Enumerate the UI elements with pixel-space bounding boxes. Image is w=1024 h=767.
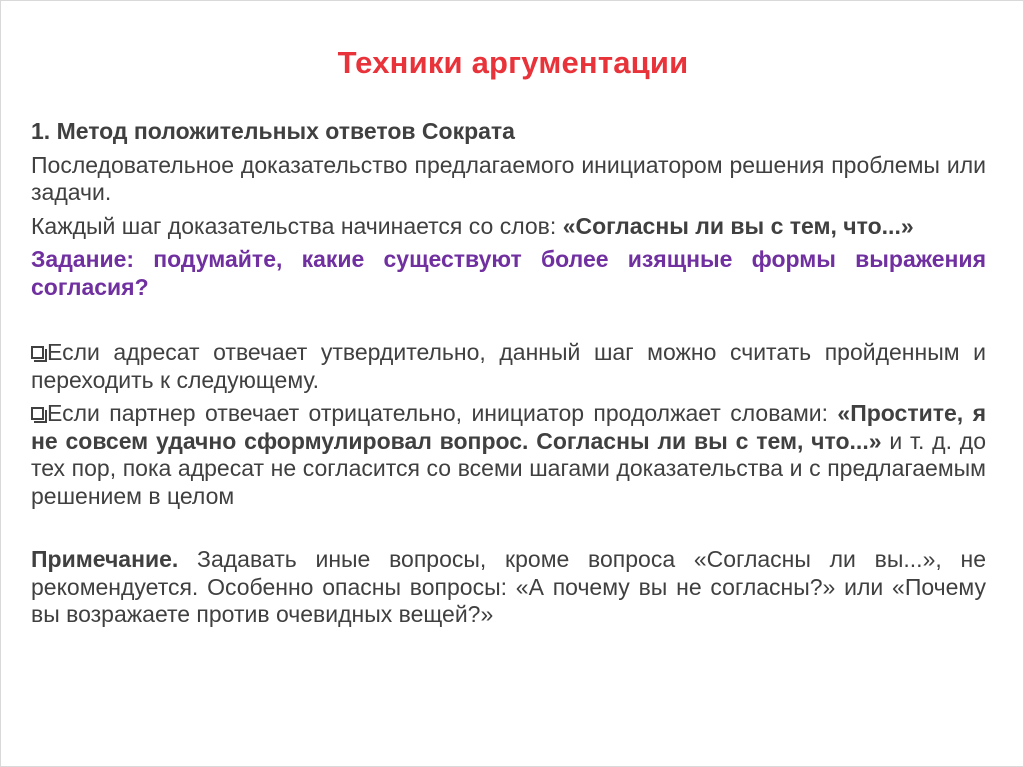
checkbox-bullet-icon [31, 346, 44, 359]
slide-title: Техники аргументации [337, 45, 689, 80]
quote-apology: «Простите, я не совсем удачно сформулировал вопрос. Согласны ли вы с тем, что...» [31, 400, 986, 454]
bullet-item-negative [31, 400, 986, 510]
section-heading: 1. Метод положительных ответов Сократа [31, 118, 515, 144]
checkbox-bullet-icon [31, 407, 44, 420]
bullet-item-positive [31, 339, 986, 394]
spacer [31, 516, 986, 546]
note-paragraph [31, 546, 986, 629]
paragraph-steps [31, 213, 986, 241]
quote-agree: «Согласны ли вы с тем, что...» [562, 212, 914, 239]
bullet-text-negative-prefix: Если партнер отвечает отрицательно, инициатор продолжает словами: [47, 400, 838, 426]
bullet-text-positive: Если адресат отвечает утвердительно, данный шаг можно считать пройденным и переходить к следующему. [31, 339, 986, 393]
paragraph-steps-text: Каждый шаг доказательства начинается со слов: [31, 212, 563, 239]
task-text: Задание: подумайте, какие существуют более изящные формы выражения согласия? [31, 246, 986, 300]
note-label: Примечание. [31, 546, 179, 572]
slide-content [31, 118, 986, 629]
paragraph-definition: Последовательное доказательство предлагаемого инициатором решения проблемы или задачи. [31, 151, 986, 205]
bullet-text-negative-suffix: и т. д. до тех пор, пока адресат не согласится со всеми шагами доказательства и с предлагаемым решением в целом [31, 427, 986, 509]
note-text: Задавать иные вопросы, кроме вопроса «Согласны ли вы...», не рекомендуется. Особенно опасны вопросы: «А почему вы не согласны?» или «Почему вы возражаете против очевидных вещей?» [31, 546, 986, 627]
spacer [31, 307, 986, 339]
